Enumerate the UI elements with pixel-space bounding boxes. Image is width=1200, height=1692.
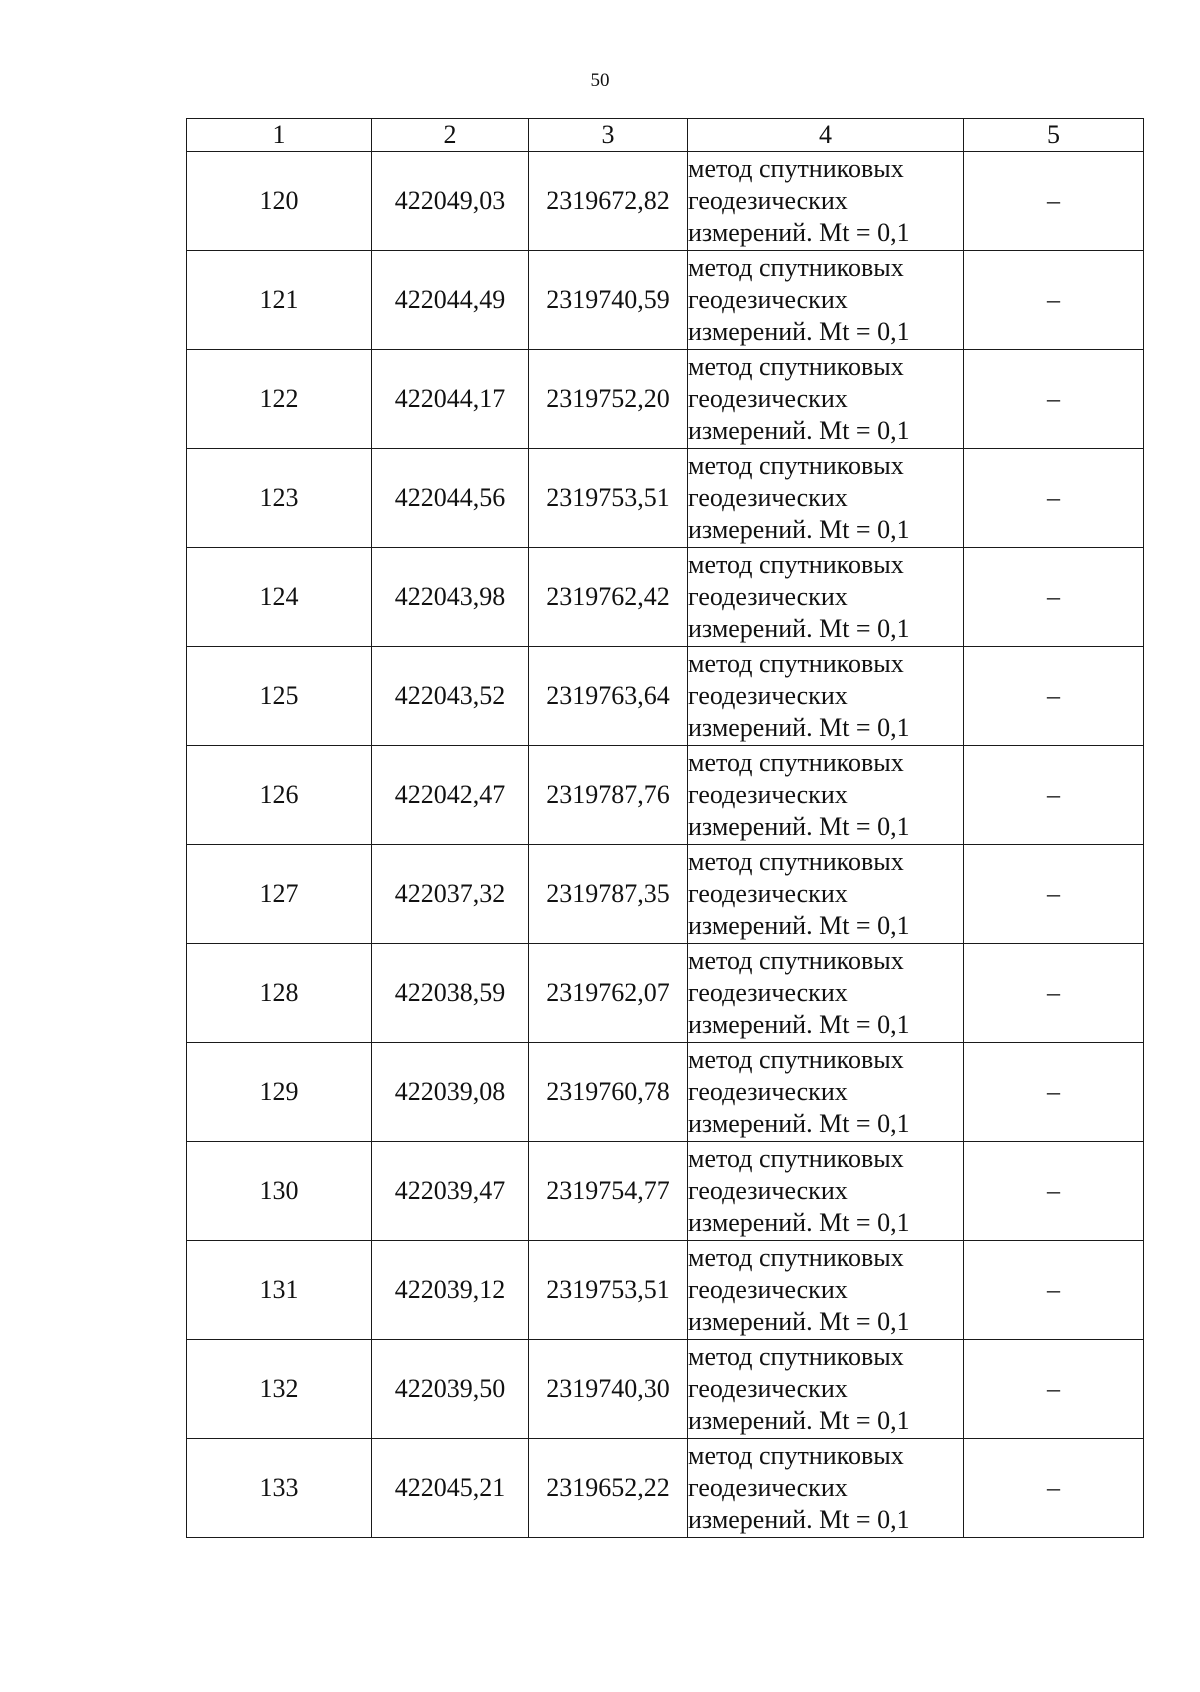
method-text-line: геодезических [688,1176,848,1205]
y-coordinate-cell: 2319652,22 [529,1439,688,1538]
x-coordinate-cell: 422043,52 [372,647,529,746]
method-text-line: геодезических [688,780,848,809]
description-cell: – [964,647,1144,746]
description-cell: – [964,548,1144,647]
description-cell: – [964,1241,1144,1340]
method-cell [688,647,964,746]
table-row [187,548,1144,647]
y-coordinate-cell: 2319762,42 [529,548,688,647]
description-cell: – [964,1043,1144,1142]
table-row [187,152,1144,251]
x-coordinate-cell: 422039,47 [372,1142,529,1241]
method-text-line: геодезических [688,1473,848,1502]
method-cell [688,1340,964,1439]
x-coordinate-cell: 422042,47 [372,746,529,845]
method-text-line: метод спутниковых [688,649,904,678]
method-text-line: геодезических [688,582,848,611]
method-cell [688,1142,964,1241]
point-number-cell: 122 [187,350,372,449]
method-text-line: измерений. Mt = 0,1 [688,812,910,841]
description-cell: – [964,449,1144,548]
method-text-line: метод спутниковых [688,946,904,975]
point-number-cell: 131 [187,1241,372,1340]
point-number-cell: 124 [187,548,372,647]
method-cell [688,449,964,548]
column-header-3: 3 [529,119,688,152]
table-row [187,746,1144,845]
method-text-line: измерений. Mt = 0,1 [688,416,910,445]
y-coordinate-cell: 2319753,51 [529,449,688,548]
method-text-line: измерений. Mt = 0,1 [688,317,910,346]
y-coordinate-cell: 2319787,35 [529,845,688,944]
point-number-cell: 121 [187,251,372,350]
method-text-line: метод спутниковых [688,1441,904,1470]
point-number-cell: 129 [187,1043,372,1142]
x-coordinate-cell: 422044,56 [372,449,529,548]
x-coordinate-cell: 422039,08 [372,1043,529,1142]
method-text-line: метод спутниковых [688,1144,904,1173]
method-text-line: метод спутниковых [688,352,904,381]
method-cell [688,251,964,350]
method-text-line: измерений. Mt = 0,1 [688,1505,910,1534]
method-text-line: метод спутниковых [688,154,904,183]
method-text-line: метод спутниковых [688,253,904,282]
table-row [187,845,1144,944]
description-cell: – [964,152,1144,251]
table-row [187,251,1144,350]
y-coordinate-cell: 2319760,78 [529,1043,688,1142]
point-number-cell: 133 [187,1439,372,1538]
method-text-line: геодезических [688,1077,848,1106]
method-cell [688,1241,964,1340]
method-cell [688,746,964,845]
method-text-line: измерений. Mt = 0,1 [688,1406,910,1435]
x-coordinate-cell: 422043,98 [372,548,529,647]
table-row [187,350,1144,449]
description-cell: – [964,350,1144,449]
description-cell: – [964,1439,1144,1538]
table-header-row [187,119,1144,152]
method-text-line: метод спутниковых [688,847,904,876]
method-text-line: геодезических [688,285,848,314]
method-text-line: метод спутниковых [688,1342,904,1371]
method-cell [688,152,964,251]
table-row [187,1439,1144,1538]
method-cell [688,1439,964,1538]
table-row [187,1043,1144,1142]
y-coordinate-cell: 2319753,51 [529,1241,688,1340]
description-cell: – [964,1340,1144,1439]
y-coordinate-cell: 2319752,20 [529,350,688,449]
method-text-line: метод спутниковых [688,451,904,480]
description-cell: – [964,1142,1144,1241]
point-number-cell: 126 [187,746,372,845]
table-row [187,1142,1144,1241]
method-text-line: измерений. Mt = 0,1 [688,614,910,643]
x-coordinate-cell: 422039,12 [372,1241,529,1340]
y-coordinate-cell: 2319740,59 [529,251,688,350]
method-text-line: измерений. Mt = 0,1 [688,515,910,544]
x-coordinate-cell: 422049,03 [372,152,529,251]
point-number-cell: 120 [187,152,372,251]
method-text-line: измерений. Mt = 0,1 [688,713,910,742]
method-text-line: измерений. Mt = 0,1 [688,911,910,940]
description-cell: – [964,845,1144,944]
method-text-line: геодезических [688,879,848,908]
method-text-line: измерений. Mt = 0,1 [688,1109,910,1138]
point-number-cell: 123 [187,449,372,548]
method-cell [688,944,964,1043]
description-cell: – [964,746,1144,845]
table-row [187,944,1144,1043]
method-text-line: геодезических [688,978,848,1007]
column-header-2: 2 [372,119,529,152]
method-text-line: метод спутниковых [688,748,904,777]
table-row [187,1340,1144,1439]
y-coordinate-cell: 2319787,76 [529,746,688,845]
method-text-line: геодезических [688,681,848,710]
column-header-4: 4 [688,119,964,152]
method-cell [688,845,964,944]
method-text-line: метод спутниковых [688,550,904,579]
method-text-line: измерений. Mt = 0,1 [688,1208,910,1237]
point-number-cell: 127 [187,845,372,944]
method-cell [688,548,964,647]
page-number: 50 [590,70,610,91]
x-coordinate-cell: 422037,32 [372,845,529,944]
point-number-cell: 130 [187,1142,372,1241]
y-coordinate-cell: 2319762,07 [529,944,688,1043]
y-coordinate-cell: 2319672,82 [529,152,688,251]
table-row [187,1241,1144,1340]
x-coordinate-cell: 422039,50 [372,1340,529,1439]
method-cell [688,350,964,449]
method-text-line: измерений. Mt = 0,1 [688,1307,910,1336]
column-header-1: 1 [187,119,372,152]
method-text-line: геодезических [688,1275,848,1304]
x-coordinate-cell: 422044,17 [372,350,529,449]
column-header-5: 5 [964,119,1144,152]
method-text-line: геодезических [688,483,848,512]
method-text-line: измерений. Mt = 0,1 [688,1010,910,1039]
table-row [187,449,1144,548]
method-text-line: геодезических [688,186,848,215]
method-text-line: измерений. Mt = 0,1 [688,218,910,247]
description-cell: – [964,251,1144,350]
method-text-line: геодезических [688,1374,848,1403]
y-coordinate-cell: 2319740,30 [529,1340,688,1439]
point-number-cell: 128 [187,944,372,1043]
y-coordinate-cell: 2319763,64 [529,647,688,746]
point-number-cell: 125 [187,647,372,746]
table-row [187,647,1144,746]
method-text-line: метод спутниковых [688,1243,904,1272]
y-coordinate-cell: 2319754,77 [529,1142,688,1241]
method-text-line: геодезических [688,384,848,413]
point-number-cell: 132 [187,1340,372,1439]
method-text-line: метод спутниковых [688,1045,904,1074]
x-coordinate-cell: 422038,59 [372,944,529,1043]
x-coordinate-cell: 422045,21 [372,1439,529,1538]
description-cell: – [964,944,1144,1043]
method-cell [688,1043,964,1142]
coordinates-table [186,118,1144,1538]
x-coordinate-cell: 422044,49 [372,251,529,350]
